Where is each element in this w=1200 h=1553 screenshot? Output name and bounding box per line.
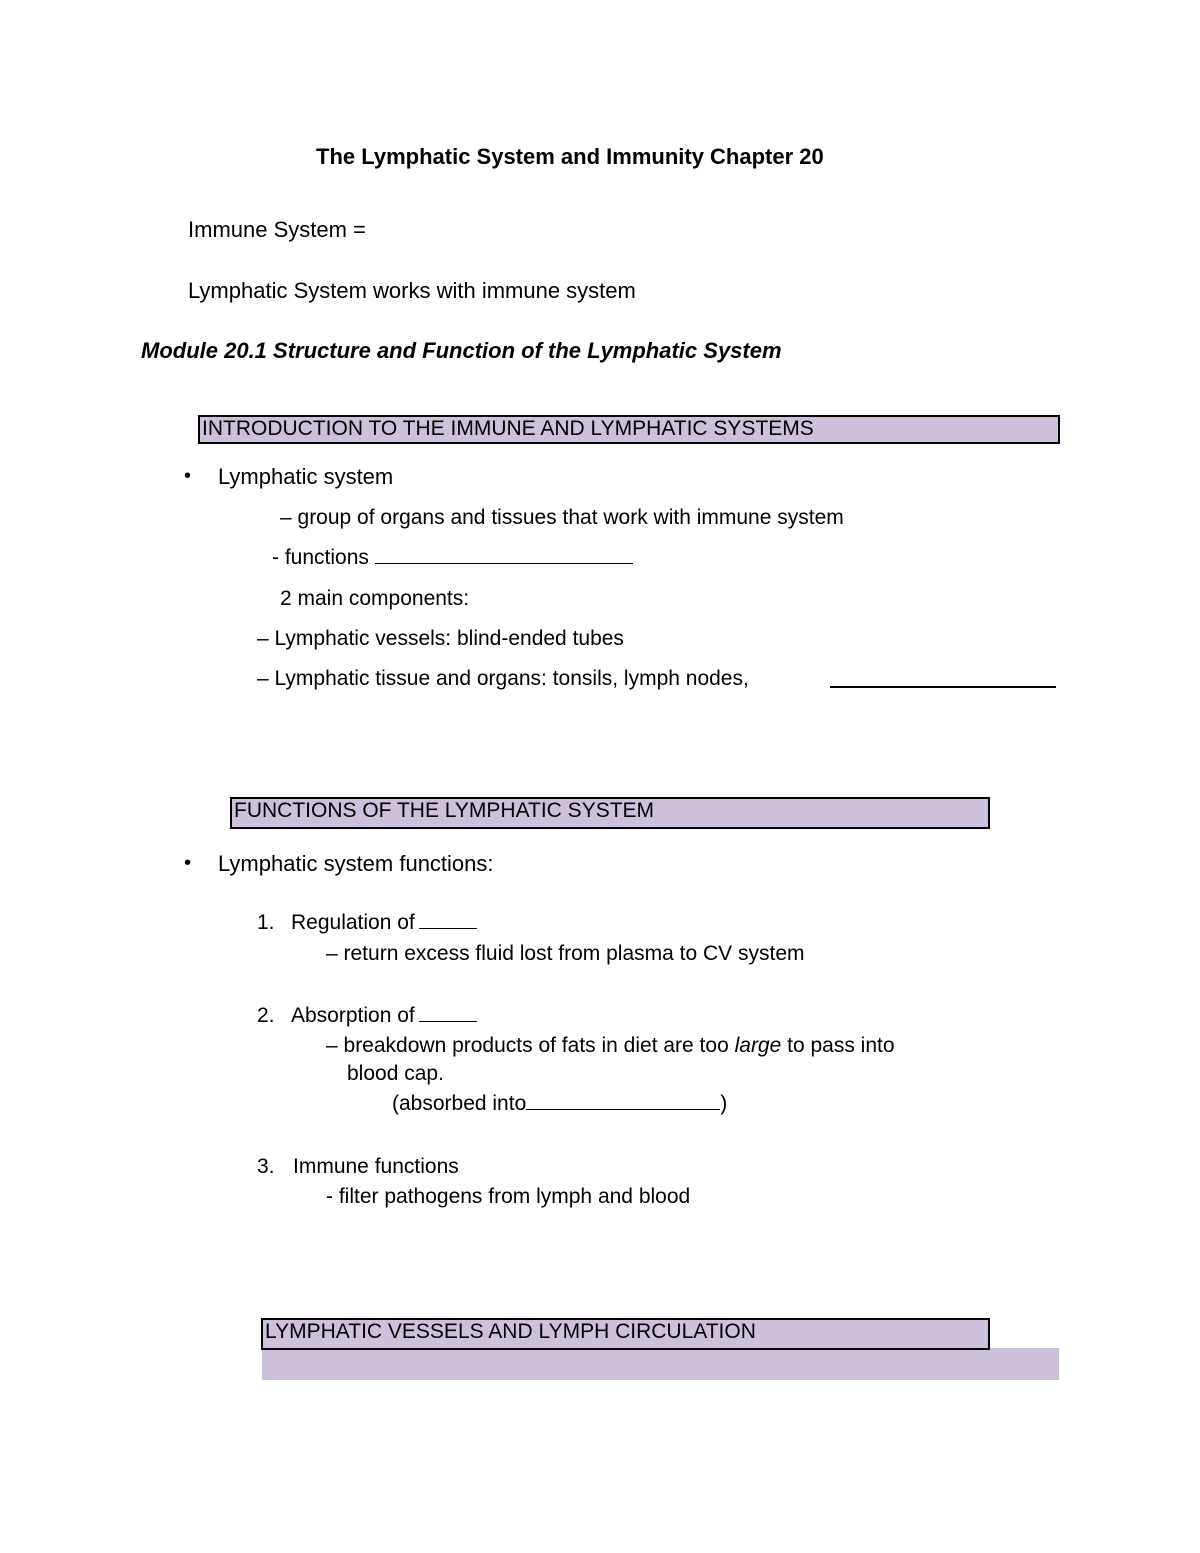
detail-text: to pass into [787,1034,895,1057]
absorbed-label: (absorbed into [392,1092,527,1115]
function-item-number: 1. [257,911,275,934]
function-item-detail: – return excess fluid lost from plasma to CV system [326,942,805,965]
function-item-detail [326,1033,895,1059]
intro-line-vessels: – Lymphatic vessels: blind-ended tubes [257,627,624,650]
intro-line-functions [272,545,633,571]
bullet-icon: • [184,465,192,487]
lymphatic-works-line: Lymphatic System works with immune system [188,278,636,303]
detail-emphasis: large [734,1034,782,1057]
function-item-detail-continued: blood cap. [347,1062,444,1085]
tissue-organs-blank [830,686,1056,688]
function-item-immune: Immune functions [293,1155,459,1178]
page-title: The Lymphatic System and Immunity Chapter 20 [316,144,824,169]
intro-bullet-label: Lymphatic system [218,464,394,489]
regulation-blank [419,928,477,929]
intro-line-components: 2 main components: [280,587,470,610]
function-item-regulation [291,910,477,936]
functions-section-header-text: FUNCTIONS OF THE LYMPHATIC SYSTEM [234,799,655,822]
absorbed-close: ) [720,1092,728,1115]
function-item-number: 3. [257,1155,275,1178]
function-item-detail: - filter pathogens from lymph and blood [326,1185,691,1208]
immune-system-line: Immune System = [188,217,366,242]
bullet-icon: • [184,852,192,874]
intro-section-header-text: INTRODUCTION TO THE IMMUNE AND LYMPHATIC SYSTEMS [202,417,814,440]
functions-blank [375,563,633,564]
functions-bullet-label: Lymphatic system functions: [218,851,494,876]
function-item-number: 2. [257,1004,275,1027]
absorbed-into-line [392,1091,727,1117]
function-item-label: Regulation of [291,911,415,934]
function-item-label: Absorption of [291,1004,415,1027]
vessels-section-shading [262,1348,1059,1380]
intro-functions-label: - functions [272,546,369,569]
absorbed-blank [526,1109,720,1110]
absorption-blank [419,1021,477,1022]
vessels-section-header [261,1318,990,1350]
detail-text: – breakdown products of fats in diet are too [326,1034,729,1057]
function-item-absorption [291,1003,477,1029]
intro-line-organs: – group of organs and tissues that work with immune system [280,506,844,529]
functions-section-header [230,797,990,829]
intro-line-tissue: – Lymphatic tissue and organs: tonsils, lymph nodes, [257,667,749,690]
module-heading: Module 20.1 Structure and Function of the Lymphatic System [141,338,782,363]
intro-section-header [198,415,1060,444]
vessels-section-header-text: LYMPHATIC VESSELS AND LYMPH CIRCULATION [265,1320,756,1343]
